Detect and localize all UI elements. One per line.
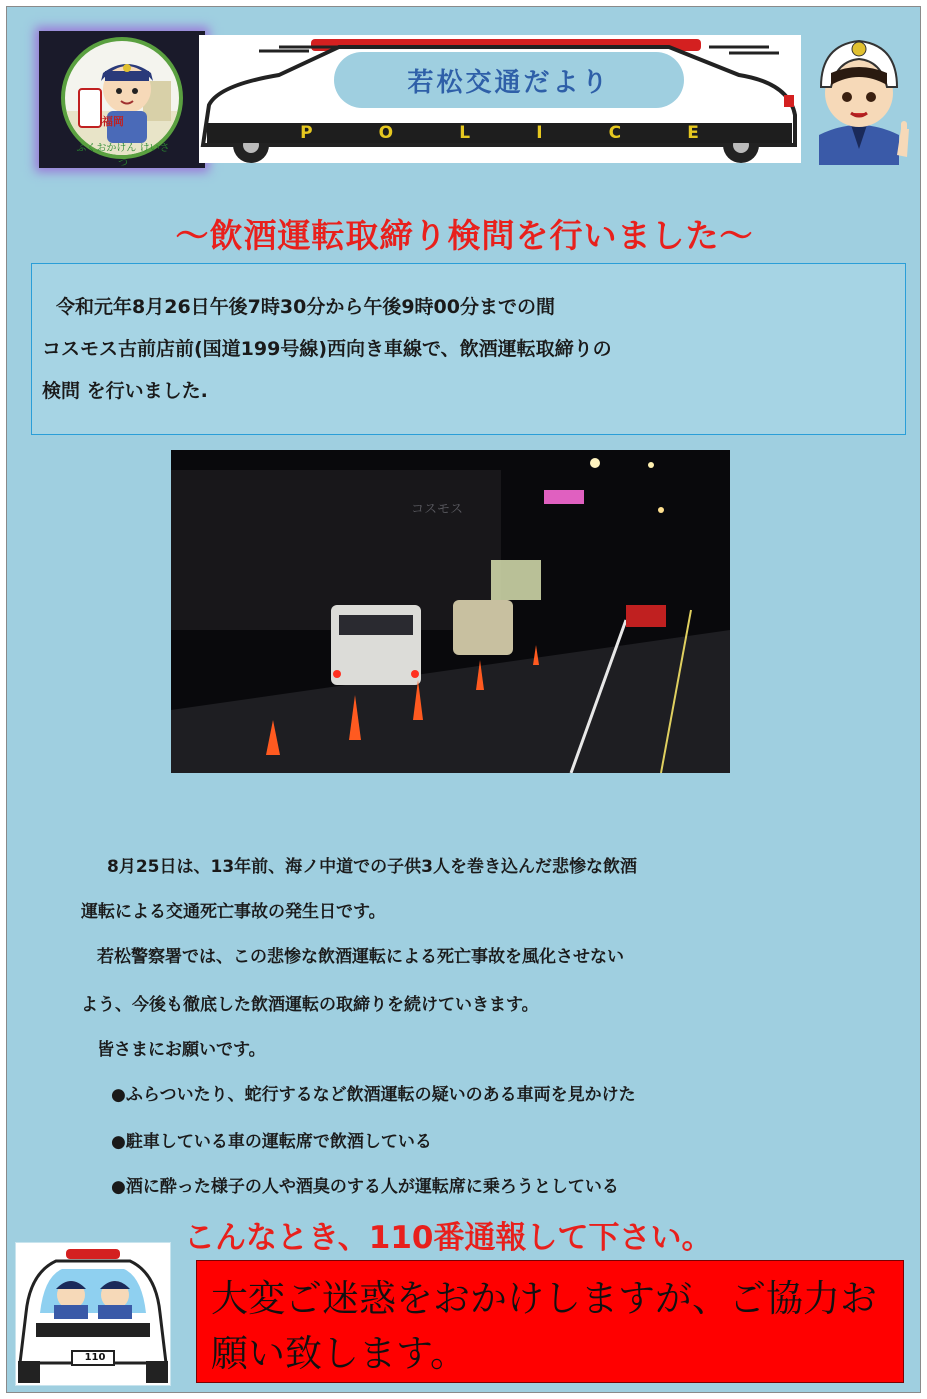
intro-line: 検問 を行いました. bbox=[42, 380, 208, 402]
headline: ～飲酒運転取締り検問を行いました～ bbox=[175, 216, 754, 255]
badge-caption: ふくおかけん けいさつ bbox=[76, 143, 170, 169]
intro-line: コスモス古前店前(国道199号線)西向き車線で、飲酒運転取締りの bbox=[42, 338, 612, 360]
police-car-banner bbox=[199, 35, 801, 163]
police-lettering bbox=[207, 123, 792, 143]
police-letter: L bbox=[459, 123, 471, 143]
police-letter: E bbox=[687, 123, 699, 143]
officer-mascot-illustration bbox=[801, 25, 917, 165]
newsletter-title: 若松交通だより bbox=[334, 52, 684, 108]
checkpoint-night-photo bbox=[171, 450, 730, 773]
call-110-message: こんなとき、110番通報して下さい。 bbox=[184, 1220, 713, 1256]
body-line: 若松警察署では、この悲惨な飲酒運転による死亡事故を風化させない bbox=[97, 947, 624, 967]
mascot-illustration bbox=[65, 41, 179, 155]
bullet-item: ●酒に酔った様子の人や酒臭のする人が運転席に乗ろうとしている bbox=[111, 1177, 619, 1197]
body-line: 皆さまにお願いです。 bbox=[97, 1040, 266, 1060]
police-letter: I bbox=[536, 123, 543, 143]
police-letter: P bbox=[300, 123, 313, 143]
body-line: 運転による交通死亡事故の発生日です。 bbox=[81, 902, 386, 922]
patrol-car-icon bbox=[16, 1243, 170, 1385]
patrol-car-illustration bbox=[15, 1242, 171, 1386]
bullet-item: ●ふらついたり、蛇行するなど飲酒運転の疑いのある車両を見かけた bbox=[111, 1085, 636, 1105]
body-line: 8月25日は、13年前、海ノ中道での子供3人を巻き込んだ悲惨な飲酒 bbox=[107, 857, 637, 877]
license-plate: 110 bbox=[84, 1352, 106, 1363]
apology-box bbox=[196, 1260, 904, 1383]
intro-line: 令和元年8月26日午後7時30分から午後9時00分までの間 bbox=[56, 296, 555, 318]
body-line: よう、今後も徹底した飲酒運転の取締りを続けていきます。 bbox=[81, 995, 539, 1015]
store-sign: コスモス bbox=[411, 502, 464, 517]
prefecture-police-badge bbox=[39, 31, 205, 168]
flyer-page bbox=[6, 6, 921, 1393]
badge-kanji: 福岡 bbox=[102, 115, 124, 128]
police-letter: O bbox=[378, 123, 394, 143]
police-letter: C bbox=[608, 123, 622, 143]
apology-message: 大変ご迷惑をおかけしますが、ご協力お願い致します。 bbox=[211, 1277, 877, 1375]
bullet-item: ●駐車している車の運転席で飲酒している bbox=[111, 1132, 432, 1152]
intro-box bbox=[31, 263, 906, 435]
